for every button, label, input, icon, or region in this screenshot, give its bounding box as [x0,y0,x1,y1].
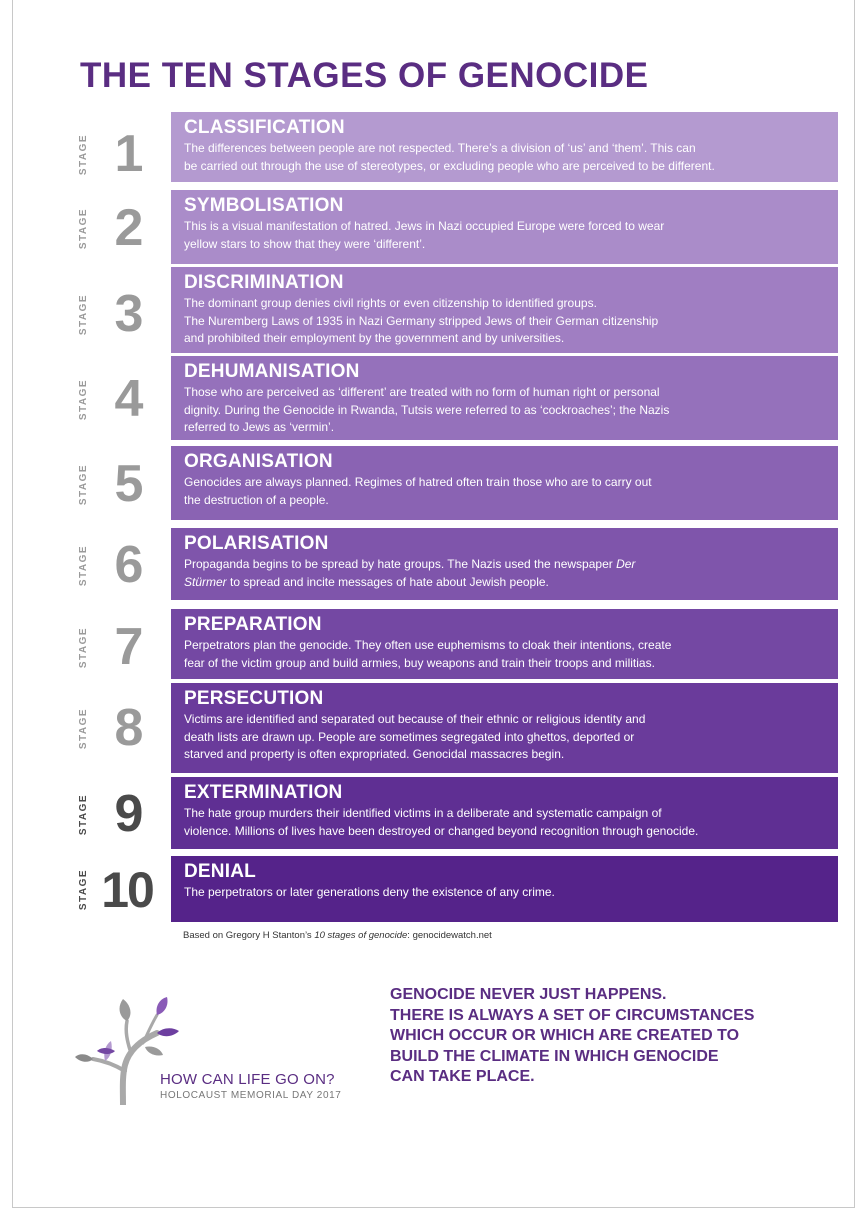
stage-number: 9 [114,785,144,843]
stage-description: The dominant group denies civil rights or even citizenship to identified groups. The Nuremberg Laws of 1935 in Nazi Germany stripped Jews of their German citizenship and prohibited their employment by the government and by universities. [184,296,659,345]
stage-description: This is a visual manifestation of hatred. Jews in Nazi occupied Europe were forced to wear yellow stars to show that they were ‘different’. [184,219,665,251]
stage-label: STAGE [78,793,90,835]
stage-box-extermination [171,777,838,849]
stage-description: The hate group murders their identified victims in a deliberate and systematic campaign of violence. Millions of lives have been destroyed or changed beyond recognition through genocide. [184,806,699,838]
stage-title: CLASSIFICATION [184,117,345,138]
slogan-line: BUILD THE CLIMATE IN WHICH GENOCIDE [390,1047,719,1065]
stage-box-polarisation [171,528,838,600]
stage-title: SYMBOLISATION [184,195,344,216]
stage-box-dehumanisation [171,356,838,440]
stage-box-preparation [171,609,838,679]
stage-title: EXTERMINATION [184,782,343,803]
stage-number: 10 [101,862,153,918]
stage-label: STAGE [78,463,90,505]
logo-title: HOW CAN LIFE GO ON? [160,1071,335,1088]
page-title: THE TEN STAGES OF GENOCIDE [80,56,649,95]
stage-label: STAGE [78,378,90,420]
stage-box-organisation [171,446,838,520]
stage-description: Victims are identified and separated out because of their ethnic or religious identity and death lists are drawn up. People are sometimes segregated into ghettos, deported or starved and property is often expropriated. Genocidal massacres begin. [184,712,646,761]
slogan [390,985,810,1088]
stage-box-symbolisation [171,190,838,264]
stage-description: Genocides are always planned. Regimes of hatred often train those who are to carry out the destruction of a people. [184,475,652,507]
stage-label: STAGE [78,207,90,249]
tree-logo-icon [75,995,190,1105]
stage-number: 8 [114,699,144,757]
stage-title: POLARISATION [184,533,329,554]
slogan-line: THERE IS ALWAYS A SET OF CIRCUMSTANCES [390,1006,755,1024]
source-footnote: Based on Gregory H Stanton’s 10 stages of genocide: genocidewatch.net [183,930,492,941]
stage-description: Those who are perceived as ‘different’ are treated with no form of human right or personal dignity. During the Genocide in Rwanda, Tutsis were referred to as ‘cockroaches’; the Nazis referred to Jews as ‘vermin’. [184,385,670,434]
stage-label: STAGE [78,293,90,335]
stage-description: The differences between people are not respected. There’s a division of ‘us’ and ‘them’. This can be carried out through the use of stereotypes, or excluding people who are perceived to be different. [184,141,715,173]
stage-label: STAGE [78,707,90,749]
stage-number: 2 [114,199,144,257]
logo-subtitle: HOLOCAUST MEMORIAL DAY 2017 [160,1090,342,1101]
stage-title: PREPARATION [184,614,322,635]
stage-number: 7 [114,618,144,676]
stage-box-persecution [171,683,838,773]
stage-title: DISCRIMINATION [184,272,344,293]
stage-box-denial [171,856,838,922]
slogan-line: GENOCIDE NEVER JUST HAPPENS. [390,986,667,1003]
stage-description: The perpetrators or later generations deny the existence of any crime. [184,885,555,899]
stage-label: STAGE [78,544,90,586]
stage-title: ORGANISATION [184,451,333,472]
stage-description: Propaganda begins to be spread by hate groups. The Nazis used the newspaper Der Stürmer to spread and incite messages of hate about Jewish people. [184,557,636,589]
stage-number: 1 [114,125,144,183]
stage-box-classification [171,112,838,182]
stage-label: STAGE [78,133,90,175]
stage-box-discrimination [171,267,838,353]
stage-description: Perpetrators plan the genocide. They often use euphemisms to cloak their intentions, create fear of the victim group and build armies, buy weapons and train their troops and militias. [184,638,672,670]
stage-title: DENIAL [184,861,256,882]
slogan-line: CAN TAKE PLACE. [390,1068,535,1085]
stage-title: DEHUMANISATION [184,361,360,382]
stage-number: 5 [114,455,144,513]
stage-number: 6 [114,536,144,594]
stage-label: STAGE [78,626,90,668]
stage-label: STAGE [78,868,90,910]
stage-number: 3 [114,285,144,343]
stage-number: 4 [114,370,144,428]
stage-title: PERSECUTION [184,688,324,709]
slogan-line: WHICH OCCUR OR WHICH ARE CREATED TO [390,1027,740,1044]
